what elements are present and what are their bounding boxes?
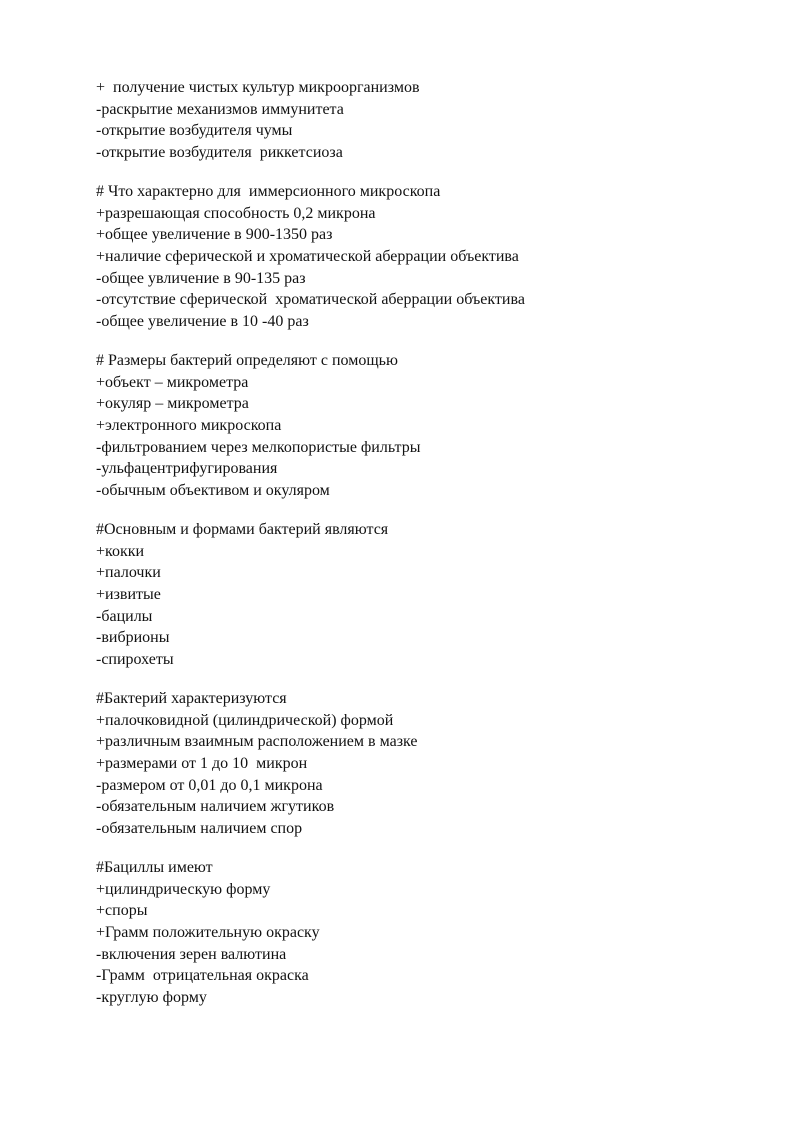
- answer-line: +наличие сферической и хроматической аберрации объектива: [96, 248, 519, 265]
- answer-line: -открытие возбудителя чумы: [96, 122, 293, 140]
- answer-line: + получение чистых культур микроорганизмов: [96, 79, 420, 96]
- question-heading: #Бактерий характеризуются: [96, 689, 287, 707]
- answer-line: +разрешающая способность 0,2 микрона: [96, 204, 376, 222]
- answer-block-continued: [96, 77, 756, 164]
- question-block-bacteria-characteristics: [96, 688, 756, 840]
- answer-line: -общее увеличение в 10 -40 раз: [96, 313, 309, 331]
- answer-line: +кокки: [96, 542, 145, 560]
- answer-line: -обязательным наличием жгутиков: [96, 798, 335, 816]
- answer-line: -включения зерен валютина: [96, 945, 287, 963]
- answer-line: -раскрытие механизмов иммунитета: [96, 100, 344, 118]
- answer-line: -Грамм отрицательная окраска: [96, 967, 309, 985]
- answer-line: -бацилы: [96, 607, 153, 625]
- question-heading: #Основным и формами бактерий являются: [96, 520, 389, 538]
- answer-line: +размерами от 1 до 10 микрон: [96, 755, 308, 772]
- question-block-bacteria-forms: [96, 519, 756, 671]
- answer-line: +споры: [96, 902, 148, 920]
- answer-line: +цилиндрическую форму: [96, 880, 271, 898]
- answer-line: +извитые: [96, 586, 161, 603]
- answer-line: +общее увеличение в 900-1350 раз: [96, 226, 333, 244]
- answer-line: -открытие возбудителя риккетсиоза: [96, 144, 343, 162]
- answer-line: +окуляр – микрометра: [96, 395, 249, 413]
- answer-line: -отсутствие сферической хроматической аберрации объектива: [96, 291, 525, 309]
- question-block-bacteria-size: [96, 350, 756, 502]
- answer-line: -обязательным наличием спор: [96, 820, 303, 838]
- document-body: [96, 77, 756, 1026]
- answer-line: +палочки: [96, 564, 161, 582]
- answer-line: +Грамм положительную окраску: [96, 924, 320, 941]
- answer-line: -спирохеты: [96, 651, 174, 669]
- question-heading: # Размеры бактерий определяют с помощью: [96, 351, 398, 369]
- answer-line: +палочковидной (цилиндрической) формой: [96, 711, 394, 729]
- answer-line: -фильтрованием через мелкопористые фильтры: [96, 438, 421, 456]
- answer-line: -ульфацентрифугирования: [96, 460, 278, 478]
- answer-line: +объект – микрометра: [96, 373, 249, 391]
- answer-line: -круглую форму: [96, 989, 207, 1007]
- question-block-bacilli: [96, 857, 756, 1009]
- answer-line: -общее увличение в 90-135 раз: [96, 269, 306, 287]
- answer-line: -обычным объективом и окуляром: [96, 482, 330, 500]
- question-block-immersion-microscope: [96, 181, 756, 333]
- question-heading: #Бациллы имеют: [96, 858, 213, 876]
- question-heading: # Что характерно для иммерсионного микроскопа: [96, 182, 441, 200]
- answer-line: -вибрионы: [96, 629, 170, 647]
- answer-line: +электронного микроскопа: [96, 417, 282, 434]
- answer-line: -размером от 0,01 до 0,1 микрона: [96, 776, 323, 794]
- answer-line: +различным взаимным расположением в мазке: [96, 733, 418, 751]
